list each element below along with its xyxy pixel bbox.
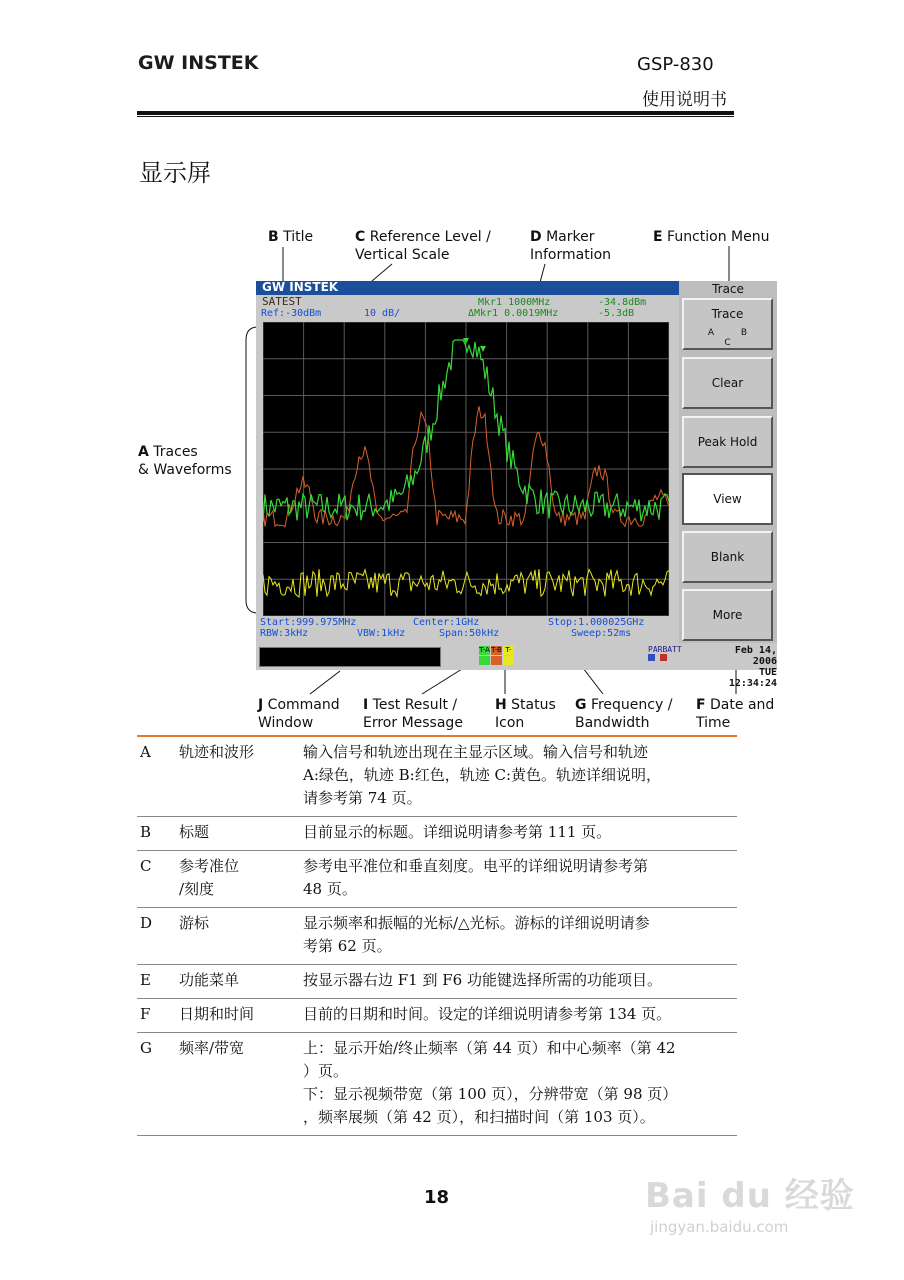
time: TUE 12:34:24 — [728, 667, 777, 689]
vbw: VBW:1kHz — [357, 628, 406, 639]
row-key: F — [140, 1005, 151, 1023]
callout-i: I Test Result / Error Message — [363, 697, 463, 731]
softkey-trace[interactable]: Trace A B C — [682, 298, 773, 350]
section-title: 显示屏 — [139, 159, 211, 187]
page-number: 18 — [424, 1187, 450, 1208]
row-key: E — [140, 971, 151, 989]
trace-c-mode-icon — [503, 656, 514, 665]
date-time — [705, 645, 777, 689]
row-key: B — [140, 823, 152, 841]
row-name: 频率/带宽 — [179, 1039, 245, 1057]
callout-h: H Status Icon — [495, 697, 556, 731]
row-description: 参考电平准位和垂直刻度。电平的详细说明请参考第 48 页。 — [303, 857, 649, 898]
table-row — [137, 817, 737, 851]
frequency-bandwidth-info — [256, 616, 679, 642]
row-name: 功能菜单 — [179, 971, 240, 989]
marker-label: Mkr1 1000MHz — [478, 297, 551, 308]
row-description: 按显示器右边 F1 到 F6 功能键选择所需的功能项目。 — [303, 971, 662, 989]
row-key: D — [140, 914, 153, 932]
trace-b-status-icon: T-B — [491, 646, 502, 654]
sweep-time: Sweep:52ms — [571, 628, 632, 639]
softkey-peak-hold[interactable]: Peak Hold — [682, 416, 773, 468]
trace-b-mode-icon — [491, 656, 502, 665]
row-description: 目前显示的标题。详细说明请参考第 111 页。 — [303, 823, 612, 841]
row-description: 输入信号和轨迹出现在主显示区域。输入信号和轨迹 A:绿色，轨迹 B:红色，轨迹 C:黄色。轨迹详细说明， 请参考第 74 页。 — [303, 743, 662, 807]
watermark-url: jingyan.baidu.com — [650, 1218, 789, 1236]
plot-grid — [263, 322, 669, 616]
reference-level: Ref:-30dBm — [261, 308, 322, 319]
softkey-more[interactable]: More — [682, 589, 773, 641]
callout-a: A Traces & Waveforms — [138, 444, 232, 478]
trace-a-mode-icon — [479, 656, 490, 665]
date: Feb 14, 2006 — [734, 645, 777, 667]
center-frequency: Center:1GHz — [413, 617, 480, 628]
spectrum-analyzer-screen — [256, 280, 777, 689]
row-description: 目前的日期和时间。设定的详细说明请参考第 134 页。 — [303, 1005, 672, 1023]
battery-icon: PARBATT — [648, 645, 682, 663]
row-key: G — [140, 1039, 152, 1057]
table-row — [137, 908, 737, 965]
function-menu-title: Trace — [712, 282, 744, 296]
table-row — [137, 851, 737, 908]
function-menu — [679, 281, 777, 643]
watermark-logo: Bai du 经验 — [645, 1176, 855, 1216]
command-window[interactable] — [259, 647, 441, 667]
table-row — [137, 1033, 737, 1136]
softkey-view[interactable]: View — [682, 473, 773, 525]
callout-c: C Reference Level / Vertical Scale — [355, 229, 491, 263]
screen-logo: GW INSTEK — [262, 280, 339, 294]
screen-title-bar — [256, 281, 679, 295]
callout-j: J Command Window — [258, 697, 340, 731]
table-row — [137, 737, 737, 817]
delta-marker-value: -5.3dB — [598, 308, 635, 319]
rbw: RBW:3kHz — [260, 628, 309, 639]
status-icons — [467, 645, 525, 666]
row-name: 参考准位 /刻度 — [179, 857, 240, 898]
trace-display — [263, 322, 669, 616]
callout-b: B Title — [268, 229, 314, 245]
screen-title: SATEST — [262, 295, 302, 308]
row-name: 游标 — [179, 914, 210, 932]
row-name: 日期和时间 — [179, 1005, 255, 1023]
callout-f: F Date and Time — [696, 697, 775, 731]
row-description: 显示频率和振幅的光标/△光标。游标的详细说明请参 考第 62 页。 — [303, 914, 650, 955]
row-name: 轨迹和波形 — [179, 743, 255, 761]
callout-g: G Frequency / Bandwidth — [575, 697, 673, 731]
callout-d: D Marker Information — [530, 229, 612, 263]
trace-select-abc: A B C — [707, 328, 760, 348]
vertical-scale: 10 dB/ — [364, 308, 401, 319]
stop-frequency: Stop:1.000025GHz — [548, 617, 645, 628]
span: Span:50kHz — [439, 628, 500, 639]
row-name: 标题 — [179, 823, 210, 841]
info-area — [256, 295, 679, 321]
table-row — [137, 965, 737, 999]
model-name: GSP-830 — [637, 54, 714, 75]
brand-logo: GW INSTEK — [138, 52, 259, 74]
description-table — [137, 737, 737, 1136]
trace-a-status-icon: T-A — [479, 646, 490, 654]
row-key: C — [140, 857, 152, 875]
softkey-blank[interactable]: Blank — [682, 531, 773, 583]
start-frequency: Start:999.975MHz — [260, 617, 357, 628]
delta-marker-label: ΔMkr1 0.0019MHz — [468, 308, 559, 319]
softkey-clear[interactable]: Clear — [682, 357, 773, 409]
marker-value: -34.8dBm — [598, 297, 647, 308]
callout-e: E Function Menu — [653, 229, 770, 245]
waveform-plot — [263, 322, 669, 616]
table-row — [137, 999, 737, 1033]
row-key: A — [140, 743, 151, 761]
status-bar — [256, 643, 777, 689]
manual-subtitle: 使用说明书 — [642, 90, 727, 110]
row-description: 上：显示开始/终止频率（第 44 页）和中心频率（第 42 ）页。 下：显示视频带宽（第 100 页），分辨带宽（第 98 页） ，频率展频（第 42 页），和扫描时间（第 103 页）。 — [303, 1039, 678, 1126]
trace-c-status-icon: T- — [503, 646, 514, 655]
